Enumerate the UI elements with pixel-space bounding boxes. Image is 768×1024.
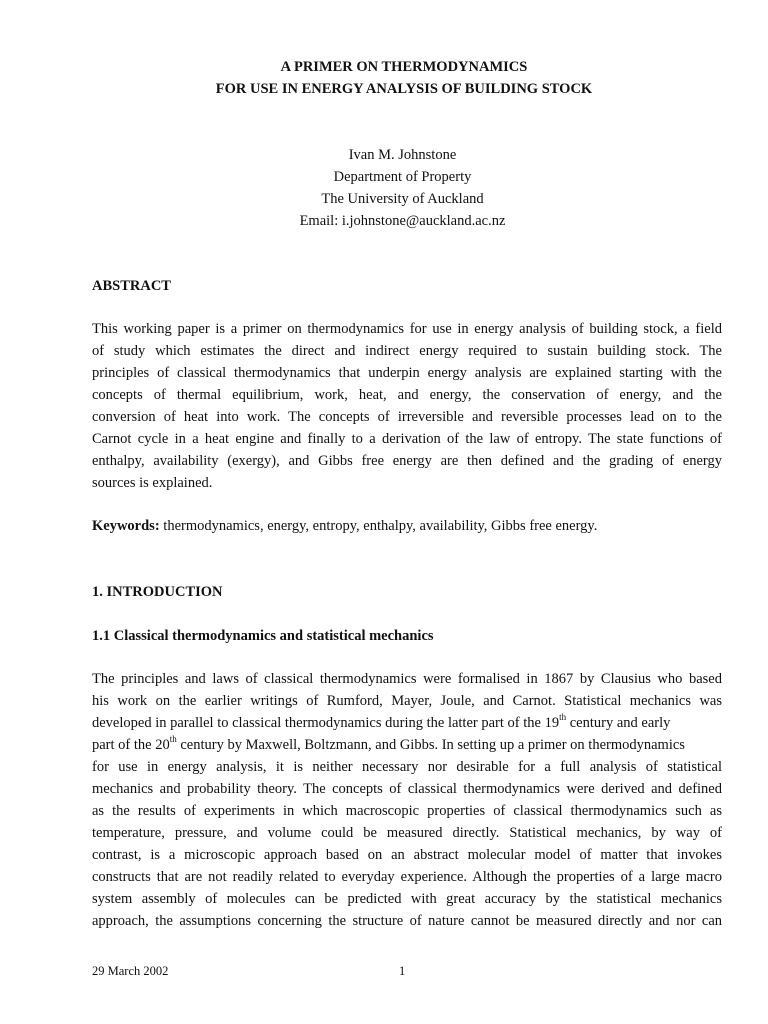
- superscript: th: [169, 734, 177, 745]
- page-number: 1: [399, 964, 406, 978]
- paragraph-line: for use in energy analysis, it is neither necessary nor desirable for a full analysis of statistical: [92, 759, 722, 775]
- author-email: Email: i.johnstone@auckland.ac.nz: [299, 213, 506, 229]
- abstract-line: sources is explained.: [92, 475, 213, 491]
- abstract-line: enthalpy, availability (exergy), and Gibbs free energy are then defined and the grading of energy: [92, 453, 722, 469]
- superscript: th: [559, 712, 567, 723]
- paper-title: [0, 56, 768, 100]
- paragraph-line: The principles and laws of classical thermodynamics were formalised in 1867 by Clausius who based: [92, 671, 722, 687]
- line-text: developed in parallel to classical thermodynamics during the latter part of the 19: [92, 715, 560, 731]
- paragraph-line: [92, 734, 722, 756]
- paragraph-line: system assembly of molecules can be predicted with great accuracy by the statistical mechanics: [92, 891, 722, 907]
- line-text: century and early: [566, 715, 671, 731]
- author-block: [0, 144, 768, 232]
- keywords-label: Keywords:: [92, 518, 160, 534]
- section-heading-introduction: 1. INTRODUCTION: [92, 584, 223, 600]
- paragraph-line: constructs that are not readily related to everyday experience. Although the properties of a large macro: [92, 869, 722, 885]
- keywords-line: [92, 515, 722, 537]
- abstract-line: of study which estimates the direct and indirect energy required to sustain building stock. The: [92, 343, 722, 359]
- paragraph-line: contrast, is a microscopic approach based on an abstract molecular model of matter that invokes: [92, 847, 722, 863]
- abstract-line: Carnot cycle in a heat engine and finally to a derivation of the law of entropy. The state functions of: [92, 431, 722, 447]
- abstract-line: conversion of heat into work. The concepts of irreversible and reversible processes lead on to the: [92, 409, 722, 425]
- paragraph-line: temperature, pressure, and volume could be measured directly. Statistical mechanics, by way of: [92, 825, 722, 841]
- paragraph-line: as the results of experiments in which macroscopic properties of classical thermodynamics such as: [92, 803, 722, 819]
- abstract-paragraph: [92, 318, 722, 494]
- paragraph-line: his work on the earlier writings of Rumford, Mayer, Joule, and Carnot. Statistical mechanics was: [92, 693, 722, 709]
- abstract-line: concepts of thermal equilibrium, work, heat, and energy, the conservation of energy, and the: [92, 387, 722, 403]
- line-text: century by Maxwell, Boltzmann, and Gibbs. In setting up a primer on thermodynamics: [176, 737, 685, 753]
- introduction-paragraph: [92, 668, 722, 932]
- abstract-line: principles of classical thermodynamics that underpin energy analysis are explained starting with the: [92, 365, 722, 381]
- author-department: Department of Property: [333, 169, 472, 185]
- title-line-1: A PRIMER ON THERMODYNAMICS: [280, 59, 528, 75]
- footer-date: 29 March 2002: [92, 964, 169, 978]
- keywords-text: thermodynamics, energy, entropy, enthalpy, availability, Gibbs free energy.: [159, 518, 598, 534]
- abstract-heading: ABSTRACT: [92, 278, 171, 294]
- paragraph-line: mechanics and probability theory. The concepts of classical thermodynamics were derived and defined: [92, 781, 722, 797]
- line-text: part of the 20: [92, 737, 170, 753]
- paragraph-line: [92, 712, 722, 734]
- abstract-line: This working paper is a primer on thermodynamics for use in energy analysis of building stock, a field: [92, 321, 722, 337]
- paragraph-line: approach, the assumptions concerning the structure of nature cannot be measured directly and nor can: [92, 913, 722, 929]
- title-line-2: FOR USE IN ENERGY ANALYSIS OF BUILDING STOCK: [215, 81, 593, 97]
- subsection-heading: 1.1 Classical thermodynamics and statistical mechanics: [92, 628, 434, 644]
- author-name: Ivan M. Johnstone: [348, 147, 457, 163]
- author-university: The University of Auckland: [321, 191, 484, 207]
